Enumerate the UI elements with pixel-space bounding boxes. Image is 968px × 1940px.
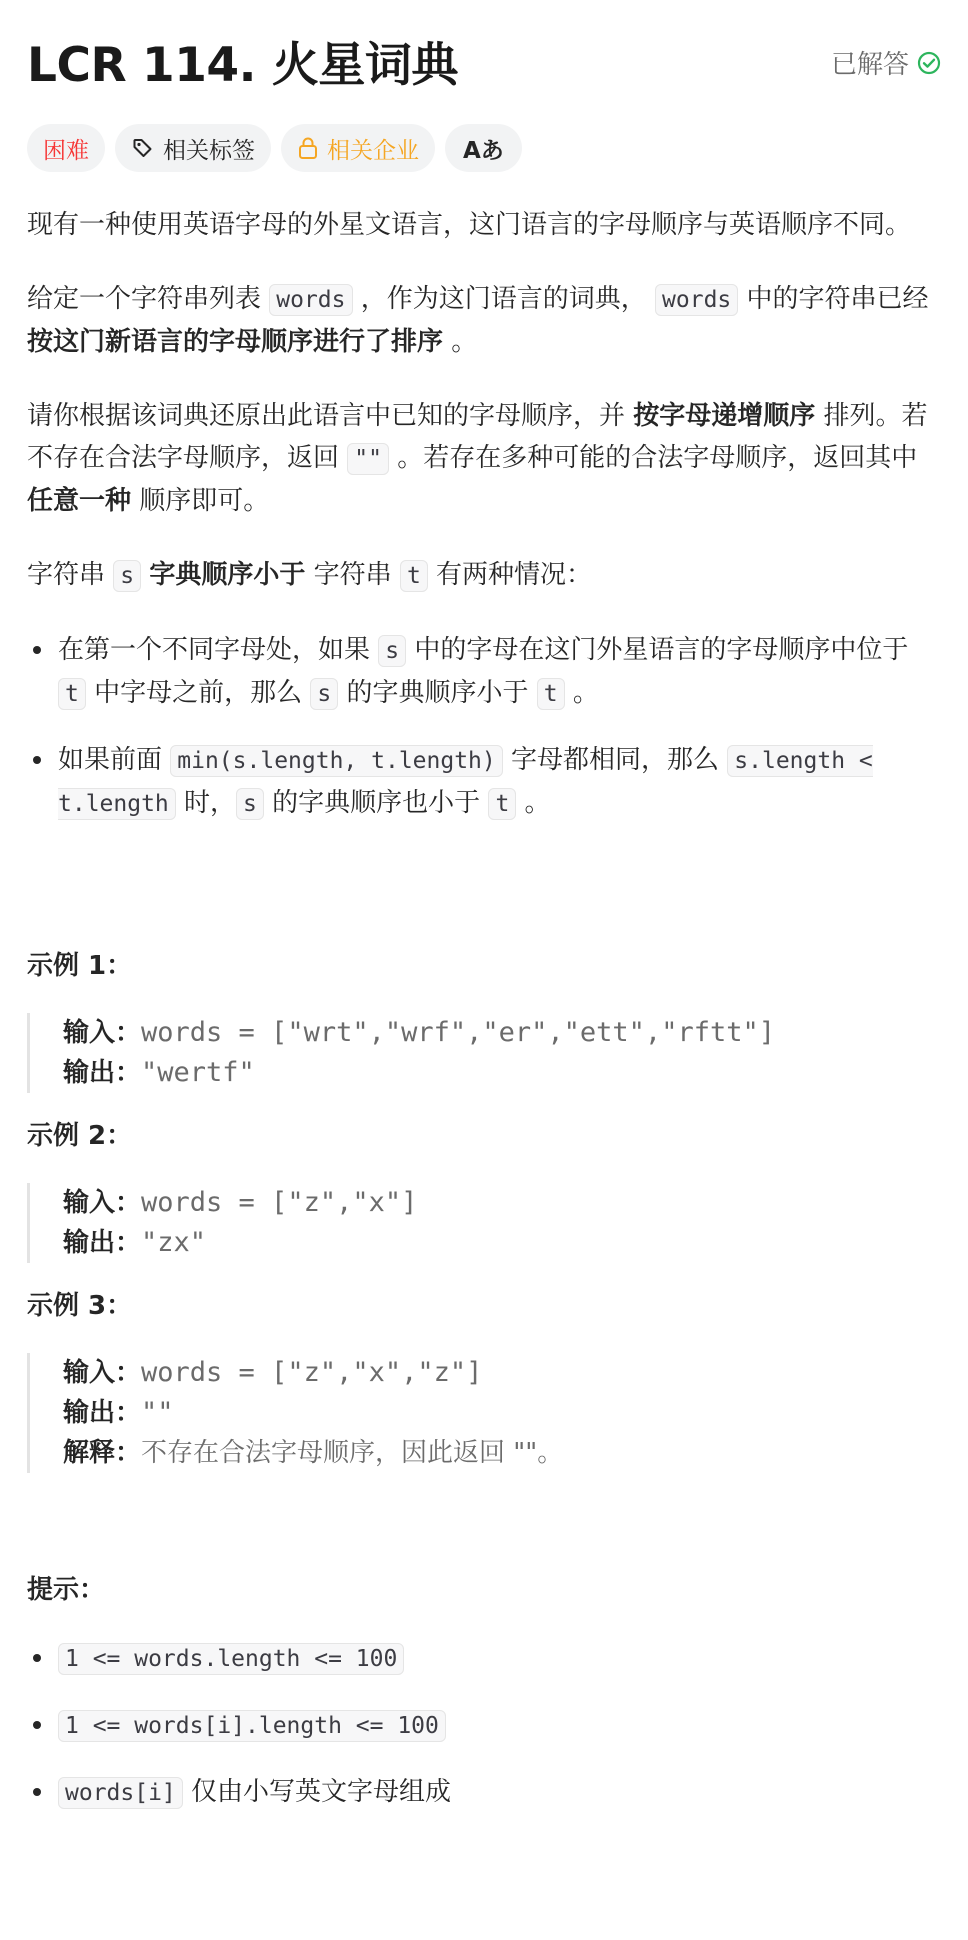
companies-tag-label: 相关企业 <box>327 137 419 164</box>
inline-code: "" <box>347 443 389 475</box>
problem-header <box>27 0 941 120</box>
description-paragraph-1: 现有一种使用英语字母的外星文语言，这门语言的字母顺序与英语顺序不同。 <box>27 210 912 240</box>
inline-code: t <box>488 788 516 820</box>
topics-tag-button[interactable] <box>115 124 271 172</box>
problem-description <box>27 204 941 1838</box>
inline-code: words <box>655 284 738 316</box>
solved-status[interactable] <box>831 44 941 81</box>
example-title: 示例 2： <box>27 1121 133 1151</box>
problem-title: LCR 114. 火星词典 <box>27 38 458 93</box>
translate-button[interactable] <box>445 124 522 172</box>
inline-code: t <box>400 560 428 592</box>
solved-label: 已解答 <box>830 50 909 80</box>
list-item: words[i] 仅由小写英文字母组成 <box>27 1771 941 1814</box>
lock-icon <box>297 136 319 160</box>
difficulty-label: 困难 <box>43 137 89 164</box>
example-block: 输入：words = ["z","x"] 输出："zx" <box>27 1183 941 1263</box>
example-title: 示例 1： <box>27 951 133 981</box>
list-item <box>27 1704 941 1747</box>
hints-list <box>27 1637 941 1814</box>
inline-code: s <box>310 678 338 710</box>
tag-icon <box>131 136 155 160</box>
inline-code: t <box>58 678 86 710</box>
inline-code: s.length < t.length <box>58 745 873 820</box>
example-block: 输入：words = ["z","x","z"] 输出："" 解释：不存在合法字母顺序，因此返回 ""。 <box>27 1353 941 1473</box>
inline-code: 1 <= words.length <= 100 <box>58 1643 404 1675</box>
inline-code: 1 <= words[i].length <= 100 <box>58 1710 446 1742</box>
inline-code: t <box>537 678 565 710</box>
description-paragraph-3: 请你根据该词典还原出此语言中已知的字母顺序，并 按字母递增顺序 排列。若不存在合法字母顺序，返回 "" 。若存在多种可能的合法字母顺序，返回其中 任意一种 顺序即可。 <box>27 401 928 516</box>
example-block: 输入：words = ["wrt","wrf","er","ett","rftt"] 输出："wertf" <box>27 1013 941 1093</box>
list-item: 在第一个不同字母处，如果 s 中的字母在这门外星语言的字母顺序中位于 t 中字母之前，那么 s 的字典顺序小于 t 。 <box>27 629 941 715</box>
inline-code: words <box>269 284 352 316</box>
inline-code: s <box>236 788 264 820</box>
topics-tag-label: 相关标签 <box>163 137 255 164</box>
description-paragraph-4: 字符串 s 字典顺序小于 字符串 t 有两种情况： <box>27 560 593 590</box>
inline-code: s <box>378 635 406 667</box>
list-item: 如果前面 min(s.length, t.length) 字母都相同，那么 s.length < t.length 时， s 的字典顺序也小于 t 。 <box>27 739 941 825</box>
translate-icon: Aあ <box>463 137 504 164</box>
companies-tag-button[interactable] <box>281 124 435 172</box>
inline-code: min(s.length, t.length) <box>170 745 503 777</box>
description-paragraph-2: 给定一个字符串列表 words ，作为这门语言的词典， words 中的字符串已经 按这门新语言的字母顺序进行了排序 。 <box>27 284 929 357</box>
rules-list <box>27 629 941 825</box>
check-circle-icon <box>917 51 941 75</box>
difficulty-badge[interactable] <box>27 124 105 172</box>
problem-page <box>27 0 941 1807</box>
inline-code: s <box>113 560 141 592</box>
inline-code: words[i] <box>58 1777 183 1809</box>
hints-title: 提示： <box>27 1575 106 1605</box>
list-item <box>27 1637 941 1680</box>
example-title: 示例 3： <box>27 1291 133 1321</box>
problem-tags <box>27 124 522 172</box>
